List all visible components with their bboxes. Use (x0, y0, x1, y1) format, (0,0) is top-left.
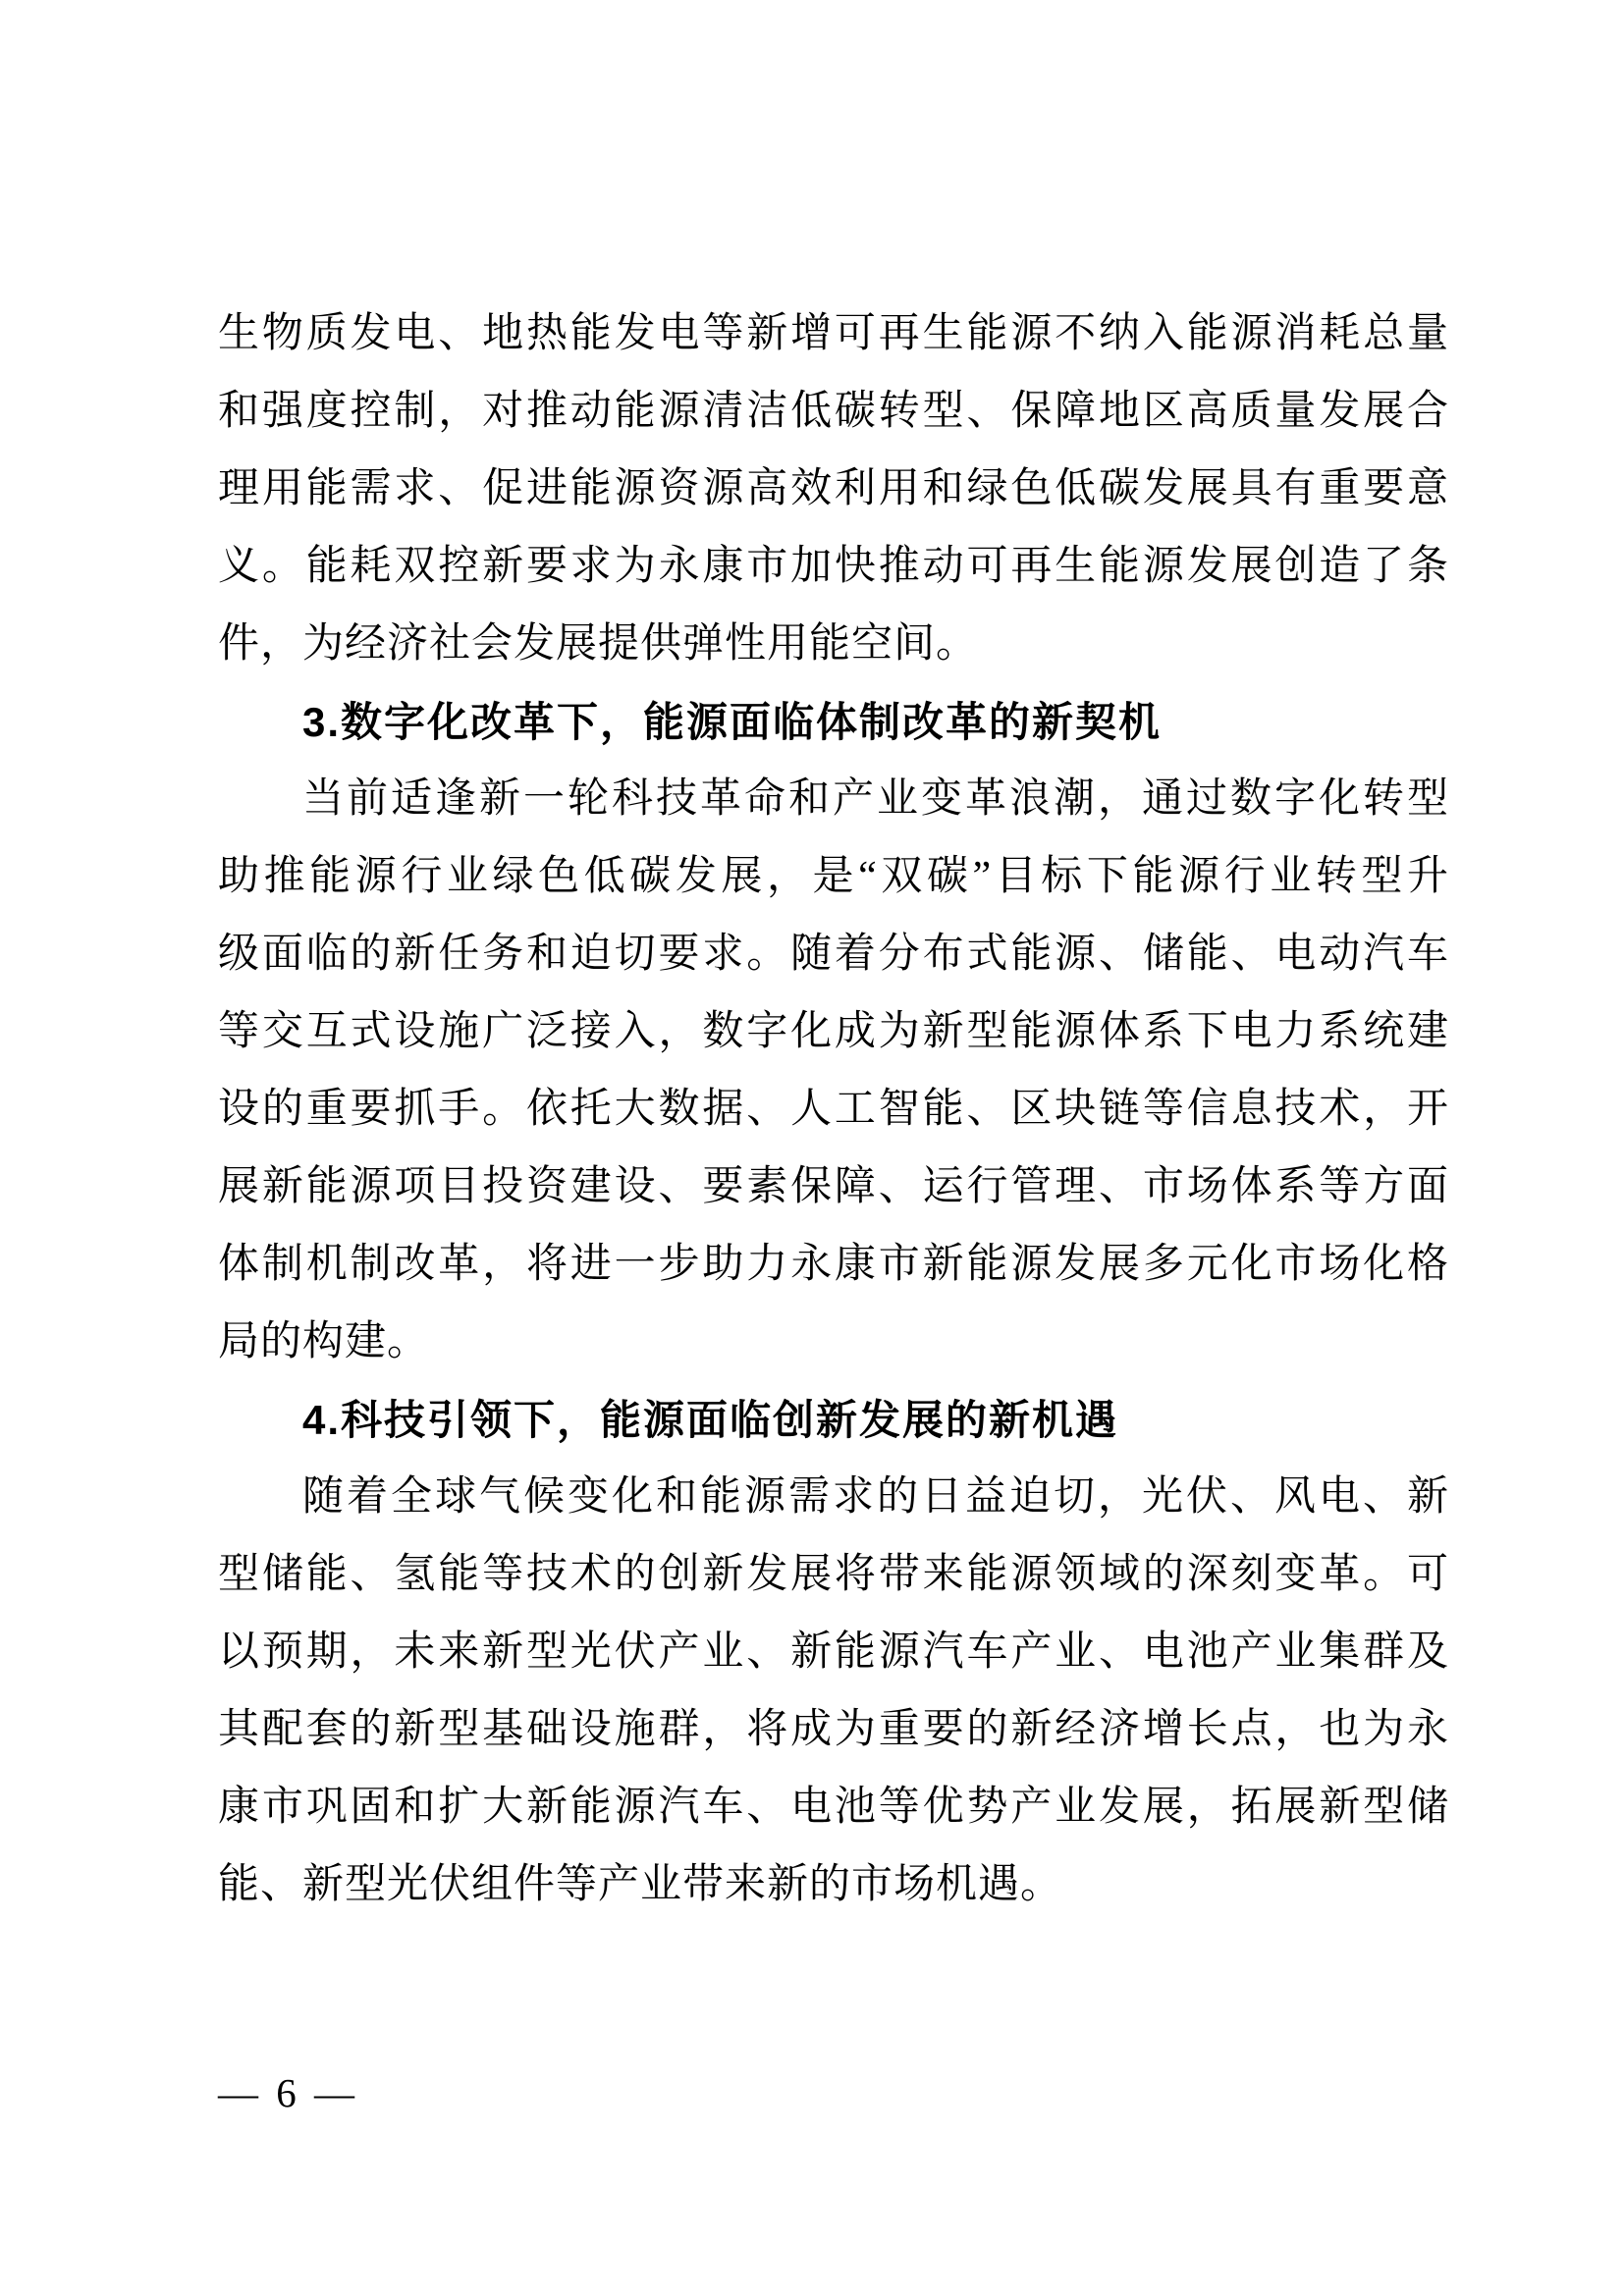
section-heading: 4.科技引领下，能源面临创新发展的新机遇 (302, 1397, 1119, 1443)
text-line: 体制机制改革，将进一步助力永康市新能源发展多元化市场化格 (218, 1242, 1449, 1287)
text-line: 随着全球气候变化和能源需求的日益迫切，光伏、风电、新 (302, 1474, 1449, 1520)
text-line: 局的构建。 (218, 1319, 430, 1364)
text-line: 件，为经济社会发展提供弹性用能空间。 (218, 621, 979, 667)
text-line: 设的重要抓手。依托大数据、人工智能、区块链等信息技术，开 (218, 1087, 1449, 1132)
text-line: 康市巩固和扩大新能源汽车、电池等优势产业发展，拓展新型储 (218, 1785, 1449, 1830)
footer-page-number: — 6 — (218, 2070, 358, 2115)
text-line: 生物质发电、地热能发电等新增可再生能源不纳入能源消耗总量 (218, 311, 1449, 356)
section-heading: 3.数字化改革下，能源面临体制改革的新契机 (302, 699, 1163, 745)
text-line: 以预期，未来新型光伏产业、新能源汽车产业、电池产业集群及 (218, 1629, 1449, 1675)
text-line: 和强度控制，对推动能源清洁低碳转型、保障地区高质量发展合 (218, 389, 1449, 434)
text-line: 展新能源项目投资建设、要素保障、运行管理、市场体系等方面 (218, 1164, 1449, 1209)
text-line: 等交互式设施广泛接入，数字化成为新型能源体系下电力系统建 (218, 1009, 1449, 1054)
text-line: 级面临的新任务和迫切要求。随着分布式能源、储能、电动汽车 (218, 932, 1449, 977)
text-line: 助推能源行业绿色低碳发展，是“双碳”目标下能源行业转型升 (218, 854, 1449, 899)
text-line: 当前适逢新一轮科技革命和产业变革浪潮，通过数字化转型 (302, 776, 1449, 822)
text-line: 义。能耗双控新要求为永康市加快推动可再生能源发展创造了条 (218, 544, 1449, 589)
text-line: 理用能需求、促进能源资源高效利用和绿色低碳发展具有重要意 (218, 466, 1449, 511)
text-line: 型储能、氢能等技术的创新发展将带来能源领域的深刻变革。可 (218, 1552, 1449, 1597)
document-body (218, 295, 1449, 1924)
text-line: 能、新型光伏组件等产业带来新的市场机遇。 (218, 1862, 1063, 1907)
text-line: 其配套的新型基础设施群，将成为重要的新经济增长点，也为永 (218, 1707, 1449, 1752)
